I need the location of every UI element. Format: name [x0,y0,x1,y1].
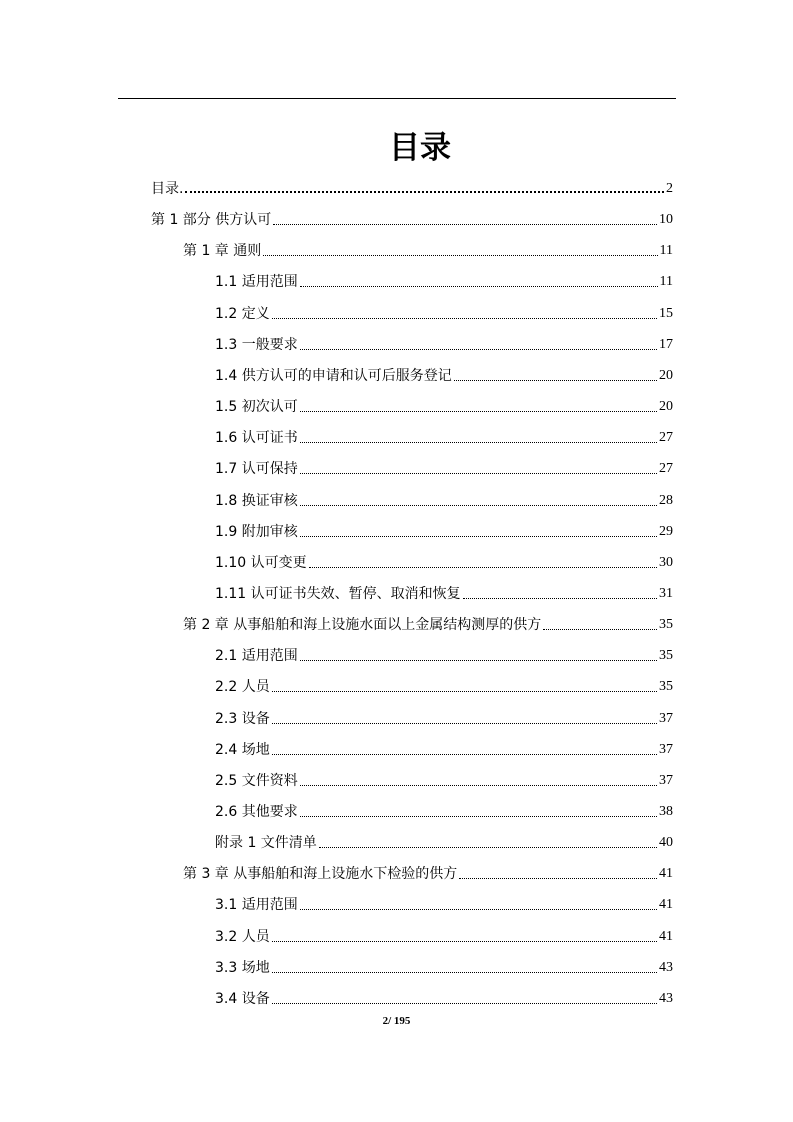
toc-entry-label: 1.11 认可证书失效、暂停、取消和恢复 [215,585,461,602]
toc-dot-leader [463,598,657,599]
toc-entry-label: 3.4 设备 [215,990,270,1007]
toc-entry[interactable] [183,234,673,260]
toc-entry-label: 第 1 章 通则 [183,243,262,260]
toc-entry[interactable] [215,764,673,790]
page-title: 目录 [389,130,451,166]
toc-dot-leader [300,473,657,474]
toc-entry-label: 1.7 认可保持 [215,461,298,478]
toc-entry-page: 35 [659,648,673,664]
toc-entry-label: 3.3 场地 [215,959,270,976]
toc-dot-leader [309,567,657,568]
toc-entry-page: 28 [659,492,673,508]
toc-entry-page: 43 [659,959,673,975]
toc-entry-page: 37 [659,741,673,757]
toc-dot-leader [543,629,657,630]
toc-entry-page: 29 [659,523,673,539]
toc-entry[interactable] [183,857,673,883]
toc-dot-leader [272,972,657,973]
toc-entry-label: 附录 1 文件清单 [215,835,317,852]
toc-entry[interactable] [215,421,673,447]
toc-entry-page: 37 [659,710,673,726]
toc-dot-leader [454,380,657,381]
toc-dot-leader [459,878,657,879]
toc-dot-leader [300,505,657,506]
toc-entry-page: 2 [666,181,673,196]
toc-entry[interactable] [215,297,673,323]
toc-entry-label: 1.8 换证审核 [215,492,298,509]
toc-entry[interactable] [215,639,673,665]
toc-dot-leader [272,941,657,942]
toc-entry-page: 30 [659,554,673,570]
toc-entry[interactable] [151,203,673,229]
toc-entry-label: 1.2 定义 [215,305,270,322]
toc-entry-page: 20 [659,399,673,415]
toc-entry-page: 31 [659,585,673,601]
toc-dot-leader [300,785,657,786]
page-number-footer: 2/ 195 [382,1015,411,1027]
toc-entry-page: 11 [659,243,673,259]
toc-entry-label: 第 2 章 从事船舶和海上设施水面以上金属结构测厚的供方 [183,617,542,634]
toc-entry-label: 1.9 附加审核 [215,523,298,540]
toc-entry[interactable] [215,452,673,478]
toc-entry-label: 2.3 设备 [215,710,270,727]
toc-dot-leader [272,691,657,692]
toc-entry[interactable] [215,546,673,572]
toc-entry-page: 41 [659,928,673,944]
toc-entry-label: 3.2 人员 [215,928,270,945]
toc-entry-page: 11 [659,274,673,290]
toc-entry-label: 1.3 一般要求 [215,336,298,353]
toc-entry-label: 3.1 适用范围 [215,897,298,914]
toc-dot-leader [272,754,657,755]
toc-entry[interactable] [215,920,673,946]
toc-dot-leader [263,255,657,256]
toc-entry[interactable] [215,515,673,541]
toc-entry[interactable] [215,733,673,759]
toc-entry[interactable] [215,265,673,291]
toc-dot-leader [300,660,657,661]
toc-dot-leader [300,411,657,412]
toc-entry[interactable] [215,359,673,385]
toc-entry-page: 35 [659,679,673,695]
toc-dot-leader [272,318,657,319]
toc-entry-page: 40 [659,835,673,851]
toc-entry[interactable] [215,951,673,977]
toc-entry-label: 2.6 其他要求 [215,804,298,820]
toc-entry[interactable] [151,172,673,198]
toc-entry-label: 2.5 文件资料 [215,772,298,789]
toc-entry-label: 1.1 适用范围 [215,274,298,291]
toc-entry-page: 38 [659,804,673,819]
toc-entry-page: 41 [659,866,673,882]
toc-entry-label: 2.4 场地 [215,741,270,758]
toc-entry-label: 2.1 适用范围 [215,648,298,665]
toc-entry-page: 43 [659,990,673,1006]
toc-dot-leader [300,816,657,817]
toc-entry-page: 37 [659,772,673,788]
toc-dot-leader [272,723,657,724]
toc-dot-leader [273,224,657,225]
toc-entry-label: 1.10 认可变更 [215,554,307,571]
toc-entry-label: 第 1 部分 供方认可 [151,212,272,229]
toc-entry-label: 1.6 认可证书 [215,430,298,447]
toc-entry-page: 27 [659,461,673,477]
toc-entry-page: 15 [659,305,673,321]
toc-entry-label: 第 3 章 从事船舶和海上设施水下检验的供方 [183,866,458,883]
toc-dot-leader [300,442,657,443]
toc-entry[interactable] [215,670,673,696]
toc-entry-page: 35 [659,617,673,633]
toc-entry[interactable] [215,484,673,510]
toc-dot-leader [272,1003,657,1004]
toc-dot-leader [300,286,658,287]
toc-entry[interactable] [215,795,673,821]
toc-entry-label: 1.5 初次认可 [215,399,298,416]
toc-entry[interactable] [215,390,673,416]
toc-entry-page: 27 [659,430,673,446]
toc-entry[interactable] [215,328,673,354]
toc-entry[interactable] [215,702,673,728]
toc-entry-label: 2.2 人员 [215,679,270,696]
toc-entry-page: 17 [659,336,673,352]
toc-entry-page: 10 [659,212,673,228]
toc-entry-label: 1.4 供方认可的申请和认可后服务登记 [215,367,452,384]
toc-dot-leader [300,909,657,910]
toc-entry[interactable] [215,577,673,603]
toc-entry-page: 41 [659,897,673,913]
toc-entry-label: 目录. [151,181,184,197]
toc-entry[interactable] [215,888,673,914]
toc-dot-leader [300,349,657,350]
toc-entry-page: 20 [659,367,673,383]
toc-dot-leader [300,536,657,537]
toc-entry[interactable] [215,982,673,1008]
toc-entry[interactable] [215,826,673,852]
toc-dot-leader [185,191,664,193]
toc-entry[interactable] [183,608,673,634]
toc-dot-leader [319,847,657,848]
header-rule [118,98,676,99]
